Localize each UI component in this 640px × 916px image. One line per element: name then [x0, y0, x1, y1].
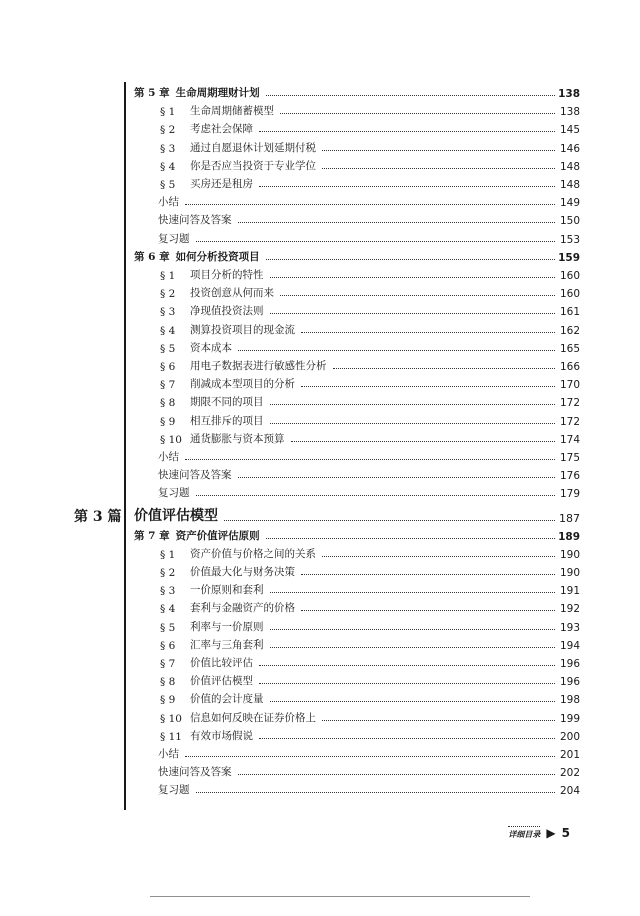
toc-number: § 11 — [160, 730, 182, 743]
toc-row-section[interactable] — [160, 725, 580, 743]
toc-page-number: 146 — [559, 142, 580, 155]
leader-dots — [301, 386, 555, 387]
toc-row-chapter[interactable] — [134, 246, 580, 264]
toc-row-extra[interactable] — [158, 191, 580, 209]
toc-page-number: 153 — [559, 233, 580, 246]
toc-page-number: 160 — [559, 288, 580, 301]
toc-number: § 3 — [160, 142, 176, 155]
toc-number: § 5 — [160, 342, 176, 355]
toc-row-section[interactable] — [160, 688, 580, 706]
toc-page-number: 172 — [559, 397, 580, 410]
toc-row-section[interactable] — [160, 355, 580, 373]
vertical-rule — [124, 82, 126, 810]
leader-dots — [270, 592, 556, 593]
toc-title: 复习题 — [158, 487, 190, 500]
toc-row-section[interactable] — [160, 391, 580, 409]
leader-dots — [291, 441, 556, 442]
toc-title: 期限不同的项目 — [190, 396, 264, 409]
toc-page-number: 172 — [559, 415, 580, 428]
toc-row-section[interactable] — [160, 707, 580, 725]
toc-number: § 2 — [160, 288, 176, 301]
triangle-right-icon: ▶ — [546, 826, 556, 840]
toc-number: § 8 — [160, 676, 176, 689]
page-footer — [508, 826, 570, 840]
leader-dots — [266, 259, 555, 260]
toc-number: § 1 — [160, 106, 176, 119]
toc-page-number: 196 — [559, 658, 580, 670]
toc-page-number: 191 — [559, 585, 580, 598]
toc-row-section[interactable] — [160, 264, 580, 282]
leader-dots — [196, 241, 556, 242]
toc-title: 通过自愿退休计划延期付税 — [190, 141, 316, 154]
toc-title: 复习题 — [158, 784, 190, 797]
toc-row-extra[interactable] — [158, 228, 580, 246]
toc-number: § 10 — [160, 433, 182, 446]
leader-dots — [280, 295, 555, 296]
toc-title: 资产价值与价格之间的关系 — [190, 547, 316, 560]
toc-number: 第 6 章 — [134, 250, 170, 263]
toc-number: § 3 — [160, 306, 176, 319]
toc-title: 如何分析投资项目 — [175, 250, 260, 263]
toc-row-section[interactable] — [160, 410, 580, 428]
leader-dots — [259, 186, 555, 187]
toc-number: § 7 — [160, 379, 176, 392]
toc-page-number: 192 — [559, 603, 580, 616]
leader-dots — [196, 792, 556, 793]
toc-page-number: 138 — [558, 88, 580, 100]
toc-page-number: 198 — [559, 694, 580, 707]
toc-title: 用电子数据表进行敏感性分析 — [190, 360, 327, 372]
leader-dots — [259, 683, 555, 684]
toc-page-number: 148 — [559, 160, 580, 173]
toc-number: § 4 — [160, 324, 176, 337]
toc-page-number: 150 — [559, 215, 580, 228]
leader-dots — [185, 756, 555, 757]
toc-number: § 5 — [160, 621, 176, 634]
toc-number: § 6 — [160, 639, 176, 652]
toc-title: 资本成本 — [190, 341, 232, 354]
toc-row-section[interactable] — [160, 373, 580, 391]
toc-page-number: 174 — [559, 433, 580, 446]
toc-page-number: 202 — [559, 767, 580, 780]
leader-dots — [322, 556, 555, 557]
toc-page-number: 161 — [559, 306, 580, 319]
toc-number: § 4 — [160, 160, 176, 173]
toc-row-section[interactable] — [160, 337, 580, 355]
toc-page-number: 204 — [559, 785, 580, 798]
toc-title: 套利与金融资产的价格 — [190, 602, 295, 615]
toc-title: 投资创意从何而来 — [190, 287, 274, 300]
toc-number: 第 5 章 — [134, 87, 170, 99]
toc-row-section[interactable] — [160, 173, 580, 191]
toc-page-number: 200 — [559, 730, 580, 743]
toc-page-number: 165 — [559, 342, 580, 355]
toc-page-number: 148 — [559, 179, 580, 191]
toc-number: § 2 — [160, 124, 176, 137]
toc-row-chapter[interactable] — [134, 525, 580, 543]
toc-title: 削减成本型项目的分析 — [190, 378, 295, 391]
toc-row-section[interactable] — [160, 634, 580, 652]
toc-row-extra[interactable] — [158, 482, 580, 500]
leader-dots — [224, 520, 555, 521]
toc-title: 考虑社会保障 — [190, 123, 253, 136]
toc-row-extra[interactable] — [158, 779, 580, 797]
toc-page-number: 159 — [558, 251, 580, 264]
toc-title: 价值最大化与财务决策 — [190, 566, 295, 578]
toc-title: 净现值投资法则 — [190, 305, 264, 318]
toc-row-extra[interactable] — [158, 209, 580, 227]
toc-row-extra[interactable] — [158, 761, 580, 779]
toc-title: 项目分析的特性 — [190, 269, 264, 281]
leader-dots — [322, 168, 555, 169]
toc-row-chapter[interactable] — [134, 82, 580, 100]
toc-page-number: 145 — [559, 124, 580, 137]
toc-page-number: 196 — [559, 676, 580, 689]
leader-dots — [270, 629, 556, 630]
leader-dots — [259, 665, 555, 666]
toc-row-section[interactable] — [160, 118, 580, 136]
toc-row-extra[interactable] — [158, 464, 580, 482]
toc-page-number: 162 — [559, 324, 580, 337]
toc-page-number: 160 — [559, 270, 580, 282]
toc-row-section[interactable] — [160, 579, 580, 597]
leader-dots — [259, 131, 555, 132]
toc-row-section[interactable] — [160, 428, 580, 446]
leader-dots — [270, 423, 556, 424]
toc-title: 快速问答及答案 — [158, 469, 232, 482]
toc-number: § 1 — [160, 270, 176, 282]
leader-dots — [301, 332, 555, 333]
toc-row-section[interactable] — [160, 100, 580, 118]
leader-dots — [238, 477, 556, 478]
leader-dots — [270, 313, 556, 314]
toc-title: 小结 — [158, 451, 179, 463]
toc-row-big[interactable] — [134, 503, 580, 525]
toc-number: § 7 — [160, 658, 176, 670]
toc-title: 生命周期理财计划 — [175, 87, 260, 99]
toc-row-section[interactable] — [160, 616, 580, 634]
leader-dots — [238, 774, 556, 775]
leader-dots — [270, 701, 556, 702]
toc-title: 买房还是租房 — [190, 178, 253, 190]
footer-label: 详细目录 — [508, 826, 540, 840]
toc-page-number: 190 — [559, 548, 580, 561]
toc-number: § 5 — [160, 179, 176, 191]
toc-number: § 6 — [160, 361, 176, 373]
toc-number: § 9 — [160, 694, 176, 707]
toc-row-section[interactable] — [160, 137, 580, 155]
toc-page-number: 187 — [559, 511, 580, 525]
toc-title: 汇率与三角套利 — [190, 638, 264, 651]
toc-title: 利率与一价原则 — [190, 620, 264, 633]
toc-title: 有效市场假说 — [190, 729, 253, 742]
toc-number: § 9 — [160, 415, 176, 428]
toc-page-number: 179 — [559, 488, 580, 501]
toc-page-number: 199 — [559, 712, 580, 725]
leader-dots — [280, 113, 555, 114]
toc-row-section[interactable] — [160, 561, 580, 579]
toc-title: 资产价值评估原则 — [175, 529, 260, 542]
toc-title: 复习题 — [158, 232, 190, 245]
leader-dots — [270, 404, 556, 405]
toc-title: 你是否应当投资于专业学位 — [190, 159, 316, 172]
toc-number: § 3 — [160, 585, 176, 598]
toc-title: 相互排斥的项目 — [190, 414, 264, 427]
toc-row-extra[interactable] — [158, 743, 580, 761]
toc-title: 信息如何反映在证券价格上 — [190, 711, 316, 724]
toc-page-number: 149 — [559, 197, 580, 210]
toc-title: 快速问答及答案 — [158, 214, 232, 227]
toc-title: 价值评估模型 — [134, 507, 218, 524]
toc-page-number: 175 — [559, 452, 580, 464]
leader-dots — [196, 495, 556, 496]
leader-dots — [238, 222, 556, 223]
toc-number: 第 7 章 — [134, 529, 170, 542]
toc-number: § 2 — [160, 567, 176, 579]
toc-page-number: 138 — [559, 106, 580, 119]
leader-dots — [301, 574, 555, 575]
toc-page-number: 170 — [559, 379, 580, 392]
leader-dots — [185, 459, 555, 460]
toc-title: 价值比较评估 — [190, 657, 253, 669]
toc-row-section[interactable] — [160, 155, 580, 173]
toc-title: 通货膨胀与资本预算 — [190, 432, 285, 445]
toc-title: 价值评估模型 — [190, 675, 253, 688]
toc-row-section[interactable] — [160, 282, 580, 300]
toc-row-extra[interactable] — [158, 446, 580, 464]
toc-number: § 1 — [160, 548, 176, 561]
toc-page-number: 193 — [559, 621, 580, 634]
toc-title: 小结 — [158, 748, 179, 760]
toc-row-section[interactable] — [160, 543, 580, 561]
footer-page-number: 5 — [561, 826, 570, 840]
toc-page-number: 176 — [559, 470, 580, 483]
bottom-rule — [150, 896, 530, 897]
toc-title: 生命周期储蓄模型 — [190, 105, 274, 118]
toc-number: § 8 — [160, 397, 176, 410]
leader-dots — [259, 738, 555, 739]
toc-row-section[interactable] — [160, 652, 580, 670]
leader-dots — [322, 150, 555, 151]
toc-title: 测算投资项目的现金流 — [190, 323, 295, 336]
toc-row-section[interactable] — [160, 300, 580, 318]
leader-dots — [270, 647, 556, 648]
leader-dots — [333, 368, 556, 369]
toc-row-section[interactable] — [160, 597, 580, 615]
toc-row-section[interactable] — [160, 319, 580, 337]
toc-page-number: 201 — [559, 749, 580, 761]
toc-title: 小结 — [158, 196, 179, 209]
toc-page-number: 166 — [559, 361, 580, 373]
toc-page-number: 190 — [559, 567, 580, 579]
leader-dots — [238, 350, 555, 351]
leader-dots — [185, 204, 555, 205]
leader-dots — [270, 277, 556, 278]
toc-number: § 10 — [160, 712, 182, 725]
toc-page-number: 189 — [558, 530, 580, 543]
leader-dots — [322, 720, 555, 721]
part-label: 第 3 篇 — [74, 509, 122, 525]
toc-title: 一价原则和套利 — [190, 584, 264, 597]
leader-dots — [301, 610, 555, 611]
toc-page-number: 194 — [559, 639, 580, 652]
toc-number: § 4 — [160, 603, 176, 616]
toc-title: 价值的会计度量 — [190, 693, 264, 706]
toc-title: 快速问答及答案 — [158, 766, 232, 779]
leader-dots — [266, 95, 555, 96]
leader-dots — [266, 538, 555, 539]
toc-row-section[interactable] — [160, 670, 580, 688]
